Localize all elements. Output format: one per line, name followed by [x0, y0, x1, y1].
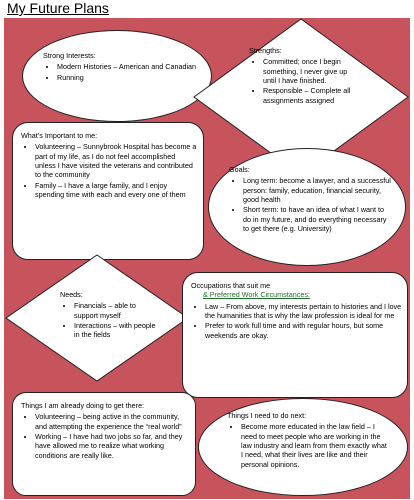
list-item: • Prefer to work full time and with regular hours, but some weekends are okay.	[205, 321, 403, 340]
list-item: • Volunteering – Sunnybrook Hospital has become a part of my life, as I do not feel accomplished unless I have visited the veterans and contributed to the community	[35, 142, 197, 179]
list-item: • Interactions – with people in the fields	[74, 321, 156, 340]
next-heading: Things I need to do next:	[227, 411, 307, 420]
needs-content	[60, 290, 156, 341]
list-item: • Family – I have a large family, and I enjoy spending time with each and every one of them	[35, 181, 197, 200]
strengths-content	[249, 46, 353, 106]
strengths-heading: Strengths:	[249, 46, 282, 55]
important-list	[21, 142, 197, 199]
needs-list	[60, 301, 156, 339]
poster-board	[4, 18, 410, 499]
occupations-heading: Occupations that suit me	[191, 281, 271, 290]
strong-interests-bubble	[22, 30, 212, 122]
strong-interests-list	[43, 62, 201, 82]
list-item: • Become more educated in the law field – I need to meet people who are working in the law industry and learn from them exactly what I need, what their lives are like and their personal opinions.	[241, 422, 387, 469]
list-item: • Modern Histories – American and Canadian	[57, 62, 201, 71]
already-doing-bubble	[12, 392, 196, 496]
list-item: • Committed; once I begin something, I never give up until I have finished.	[263, 57, 353, 85]
list-item: • Law – From above, my interests pertain to histories and I love the humanities that is why the law profession is ideal for me	[205, 302, 403, 321]
list-item: • Responsible – Complete all assignments assigned	[263, 86, 353, 105]
page-title: My Future Plans	[7, 0, 109, 16]
occupations-bubble	[182, 272, 408, 398]
needs-heading: Needs:	[60, 290, 83, 299]
already-doing-heading: Things I am already doing to get there:	[21, 401, 145, 410]
list-item: • Short term: to have an idea of what I want to do in my future, and do everything necessary to get there (e.g. University)	[243, 205, 391, 233]
already-doing-list	[21, 412, 191, 460]
list-item: • Financials – able to support myself	[74, 301, 156, 320]
strong-interests-heading: Strong Interests:	[43, 51, 96, 60]
important-bubble	[12, 122, 204, 260]
strengths-list	[249, 57, 353, 105]
occupations-list	[191, 302, 403, 340]
list-item: • Volunteering – being active in the community, and attempting the experience the “real world”	[35, 412, 191, 431]
goals-bubble	[208, 148, 406, 266]
list-item: • Long term: become a lawyer, and a successful person: family, education, financial security, good health	[243, 176, 391, 204]
occupations-subheading: & Preferred Work Circumstances:	[203, 290, 310, 300]
list-item: • Working – I have had two jobs so far, and they have allowed me to realize what working conditions are really like.	[35, 432, 191, 460]
next-bubble	[198, 398, 408, 496]
list-item: • Running	[57, 73, 201, 82]
important-heading: What’s Important to me:	[21, 131, 98, 140]
next-list	[227, 422, 387, 469]
goals-list	[229, 176, 391, 233]
goals-heading: Goals:	[229, 165, 250, 174]
